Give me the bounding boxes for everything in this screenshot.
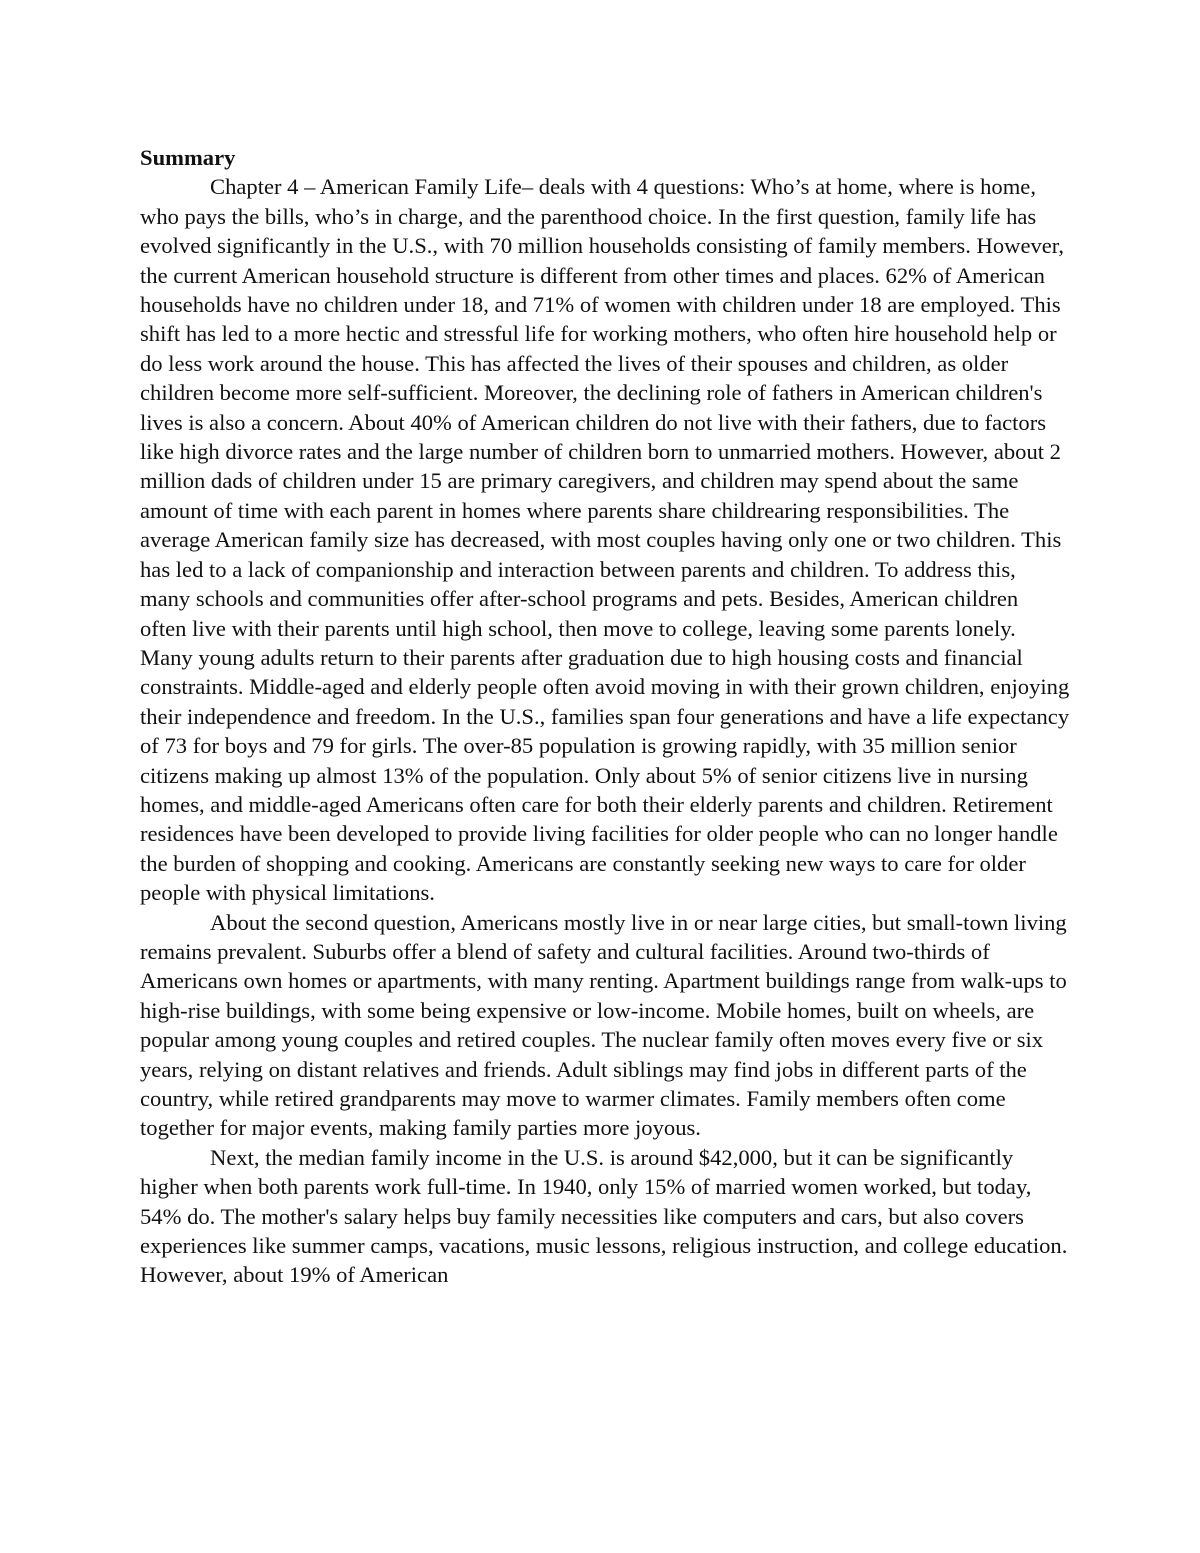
section-heading: Summary: [140, 145, 236, 170]
paragraph-2: About the second question, Americans mostly live in or near large cities, but small-town living remains prevalent. Suburbs offer a blend of safety and cultural facilities. Around two-thirds of Americans own homes or apartments, with many renting. Apartment buildings range from walk-ups to high-rise buildings, with some being expensive or low-income. Mobile homes, built on wheels, are popular among young couples and retired couples. The nuclear family often moves every five or six years, relying on distant relatives and friends. Adult siblings may find jobs in different parts of the country, while retired grandparents may move to warmer climates. Family members often come together for major events, making family parties more joyous.: [140, 909, 1067, 1141]
paragraph-1: Chapter 4 – American Family Life– deals with 4 questions: Who’s at home, where is home, who pays the bills, who’s in charge, and the parenthood choice. In the first question, family life has evolved significantly in the U.S., with 70 million households consisting of family members. However, the current American household structure is different from other times and places. 62% of American households have no children under 18, and 71% of women with children under 18 are employed. This shift has led to a more hectic and stressful life for working mothers, who often hire household help or do less work around the house. This has affected the lives of their spouses and children, as older children become more self-sufficient. Moreover, the declining role of fathers in American children's lives is also a concern. About 40% of American children do not live with their fathers, due to factors like high divorce rates and the large number of children born to unmarried mothers. However, about 2 million dads of children under 15 are primary caregivers, and children may spend about the same amount of time with each parent in homes where parents share childrearing responsibilities. The average American family size has decreased, with most couples having only one or two children. This has led to a lack of companionship and interaction between parents and children. To address this, many schools and communities offer after-school programs and pets. Besides, American children often live with their parents until high school, then move to college, leaving some parents lonely. Many young adults return to their parents after graduation due to high housing costs and financial constraints. Middle-aged and elderly people often avoid moving in with their grown children, enjoying their independence and freedom. In the U.S., families span four generations and have a life expectancy of 73 for boys and 79 for girls. The over-85 population is growing rapidly, with 35 million senior citizens making up almost 13% of the population. Only about 5% of senior citizens live in nursing homes, and middle-aged Americans often care for both their elderly parents and children. Retirement residences have been developed to provide living facilities for older people who can no longer handle the burden of shopping and cooking. Americans are constantly seeking new ways to care for older people with physical limitations.: [140, 174, 1070, 906]
paragraph-3: Next, the median family income in the U.S. is around $42,000, but it can be significantly higher when both parents work full-time. In 1940, only 15% of married women worked, but today, 54% do. The mother's salary helps buy family necessities like computers and cars, but also covers experiences like summer camps, vacations, music lessons, religious instruction, and college education. However, about 19% of American: [140, 1144, 1068, 1288]
document-body: [140, 143, 1070, 1290]
